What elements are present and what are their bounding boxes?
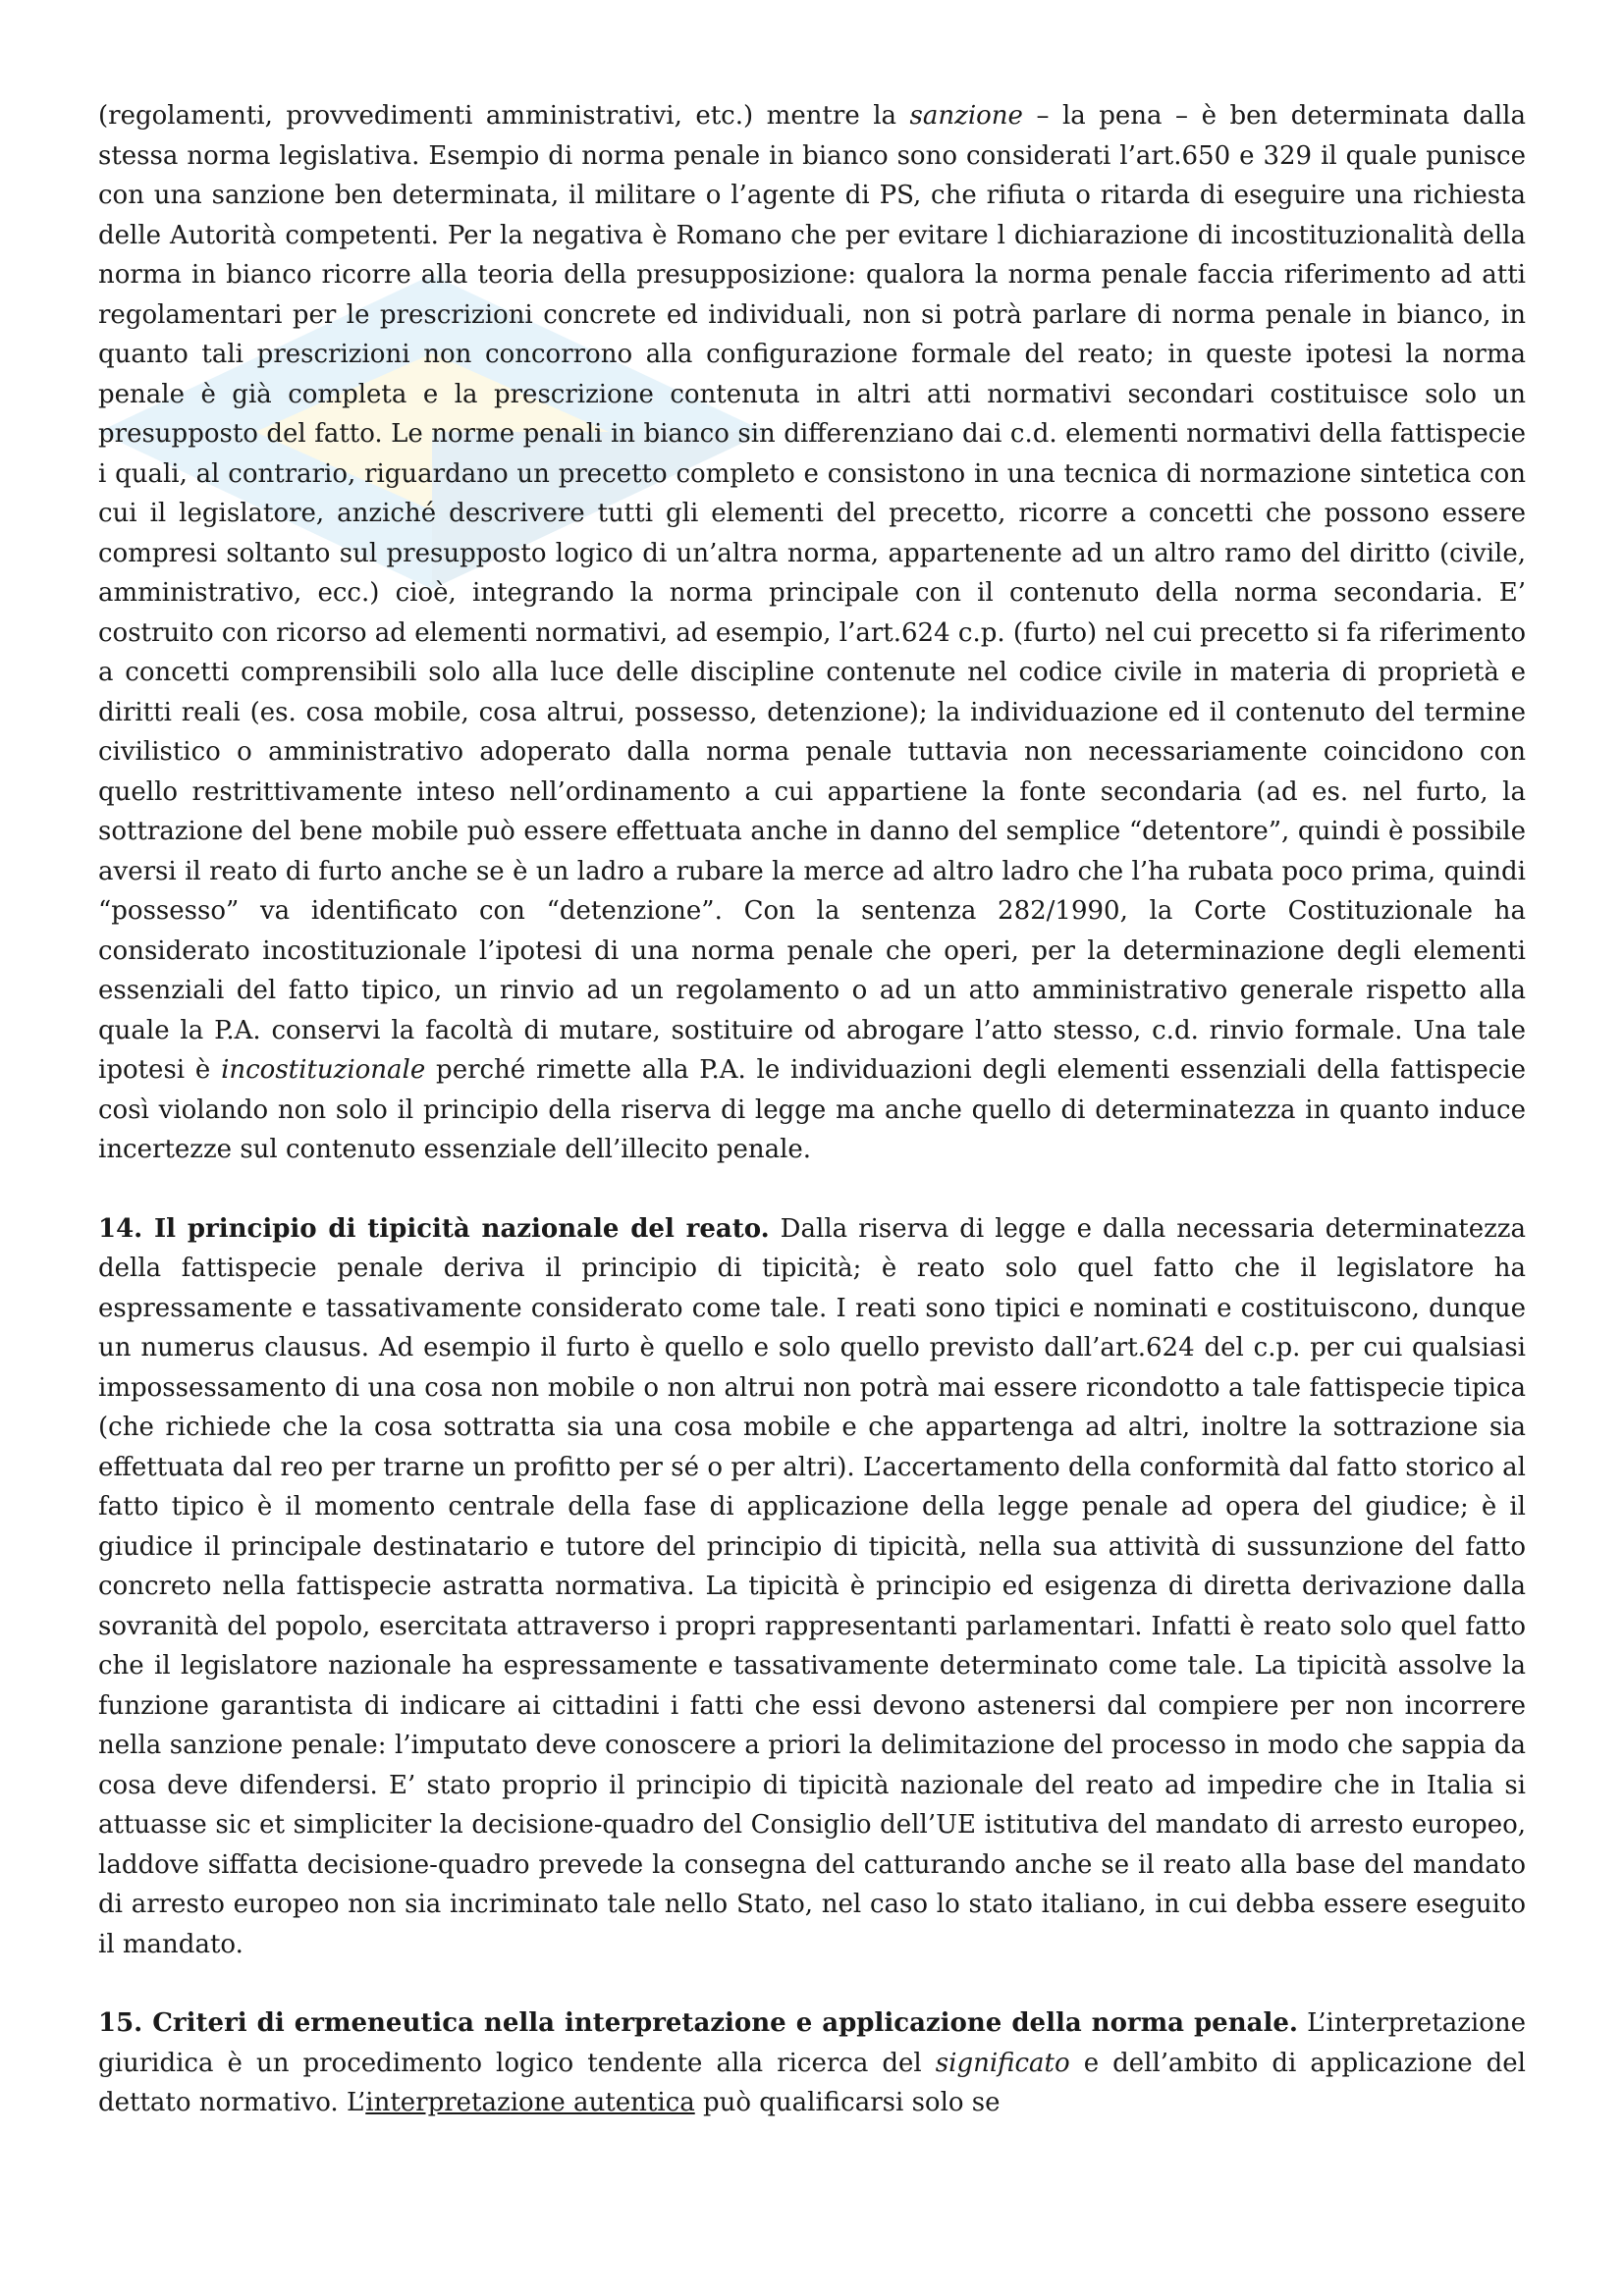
- term-sanzione: sanzione: [909, 101, 1023, 131]
- text-segment: (regolamenti, provvedimenti amministrativi, etc.) mentre la: [98, 101, 910, 131]
- text-segment: – la pena – è ben determinata dalla stessa norma legislativa. Esempio di norma penale in bianco sono considerati l’art.650 e 329 il quale punisce con una sanzione ben determinata, il militare o l’agente di PS, che rifiuta o ritarda di eseguire una richiesta delle Autorità competenti. Per la negativa è Romano che per evitare l dichiarazione di incostituzionalità della norma in bianco ricorre alla teoria della presupposizione: qualora la norma penale faccia riferimento ad atti regolamentari per le prescrizioni concrete ed individuali, non si potrà parlare di norma penale in bianco, in quanto tali prescrizioni non concorrono alla configurazione formale del reato; in queste ipotesi la norma penale è già completa e la prescrizione contenuta in altri atti normativi secondari costituisce solo un presupposto del fatto. Le norme penali in bianco sin differenziano dai c.d. elementi normativi della fattispecie i quali, al contrario, riguardano un precetto completo e consistono in una tecnica di normazione sintetica con cui il legislatore, anziché descrivere tutti gli elementi del precetto, ricorre a concetti che possono essere compresi soltanto sul presupposto logico di un’altra norma, appartenente ad un altro ramo del diritto (civile, amministrativo, ecc.) cioè, integrando la norma principale con il contenuto della norma secondaria. E’ costruito con ricorso ad elementi normativi, ad esempio, l’art.624 c.p. (furto) nel cui precetto si fa riferimento a concetti comprensibili solo alla luce delle discipline contenute nel codice civile in materia di proprietà e diritti reali (es. cosa mobile, cosa altrui, possesso, detenzione); la individuazione ed il contenuto del termine civilistico o amministrativo adoperato dalla norma penale tuttavia non necessariamente coincidono con quello restrittivamente inteso nell’ordinamento a cui appartiene la fonte secondaria (ad es. nel furto, la sottrazione del bene mobile può essere effettuata anche in danno del semplice “detentore”, quindi è possibile aversi il reato di furto anche se è un ladro a rubare la merce ad altro ladro che l’ha rubata poco prima, quindi “possesso” va identificato con “detenzione”. Con la sentenza 282/1990, la Corte Costituzionale ha considerato incostituzionale l’ipotesi di una norma penale che operi, per la determinazione degli elementi essenziali del fatto tipico, un rinvio ad un regolamento o ad un atto amministrativo generale rispetto alla quale la P.A. conservi la facoltà di mutare, sostituire od abrogare l’atto stesso, c.d. rinvio formale. Una tale ipotesi è: [98, 101, 1526, 1085]
- section-heading-15: 15. Criteri di ermeneutica nella interpretazione e applicazione della norma penale.: [98, 2008, 1298, 2038]
- text-segment: Dalla riserva di legge e dalla necessaria determinatezza della fattispecie penale deriva il principio di tipicità; è reato solo quel fatto che il legislatore ha espressamente e tassativamente considerato come tale. I reati sono tipici e nominati e costituiscono, dunque un numerus clausus. Ad esempio il furto è quello e solo quello previsto dall’art.624 del c.p. per cui qualsiasi impossessamento di una cosa non mobile o non altrui non potrà mai essere ricondotto a tale fattispecie tipica (che richiede che la cosa sottratta sia una cosa mobile e che appartenga ad altri, inoltre la sottrazione sia effettuata dal reo per trarne un profitto per sé o per altri). L’accertamento della conformità dal fatto storico al fatto tipico è il momento centrale della fase di applicazione della legge penale ad opera del giudice; è il giudice il principale destinatario e tutore del principio di tipicità, nella sua attività di sussunzione del fatto concreto nella fattispecie astratta normativa. La tipicità è principio ed esigenza di diretta derivazione dalla sovranità del popolo, esercitata attraverso i propri rappresentanti parlamentari. Infatti è reato solo quel fatto che il legislatore nazionale ha espressamente e tassativamente determinato come tale. La tipicità assolve la funzione garantista di indicare ai cittadini i fatti che essi devono astenersi dal compiere per non incorrere nella sanzione penale: l’imputato deve conoscere a priori la delimitazione del processo in modo che sappia da cosa deve difendersi. E’ stato proprio il principio di tipicità nazionale del reato ad impedire che in Italia si attuasse sic et simpliciter la decisione-quadro del Consiglio dell’UE istitutiva del mandato di arresto europeo, laddove siffatta decisione-quadro prevede la consegna del catturando anche se il reato alla base del mandato di arresto europeo non sia incriminato tale nello Stato, nel caso lo stato italiano, in cui debba essere eseguito il mandato.: [98, 1213, 1526, 1959]
- paragraph-section-14: [98, 1209, 1526, 1965]
- document-page: [98, 96, 1526, 2123]
- section-heading-14: 14. Il principio di tipicità nazionale del reato.: [98, 1213, 770, 1244]
- text-segment: e dell’ambito di applicazione del dettato normativo. L’: [98, 2048, 1526, 2117]
- term-interpretazione-autentica: interpretazione autentica: [365, 2088, 695, 2117]
- text-segment: L’interpretazione giuridica è un procedimento logico tendente alla ricerca del: [98, 2008, 1527, 2078]
- text-segment: può qualificarsi solo se: [694, 2088, 1001, 2117]
- paragraph-blank-penal-norms: [98, 96, 1526, 1170]
- text-segment: perché rimette alla P.A. le individuazioni degli elementi essenziali della fattispecie così violando non solo il principio della riserva di legge ma anche quello di determinatezza in quanto induce incertezze sul contenuto essenziale dell’illecito penale.: [98, 1055, 1526, 1164]
- paragraph-section-15: [98, 2003, 1526, 2123]
- term-incostituzionale: incostituzionale: [221, 1055, 426, 1085]
- term-significato: significato: [935, 2048, 1070, 2078]
